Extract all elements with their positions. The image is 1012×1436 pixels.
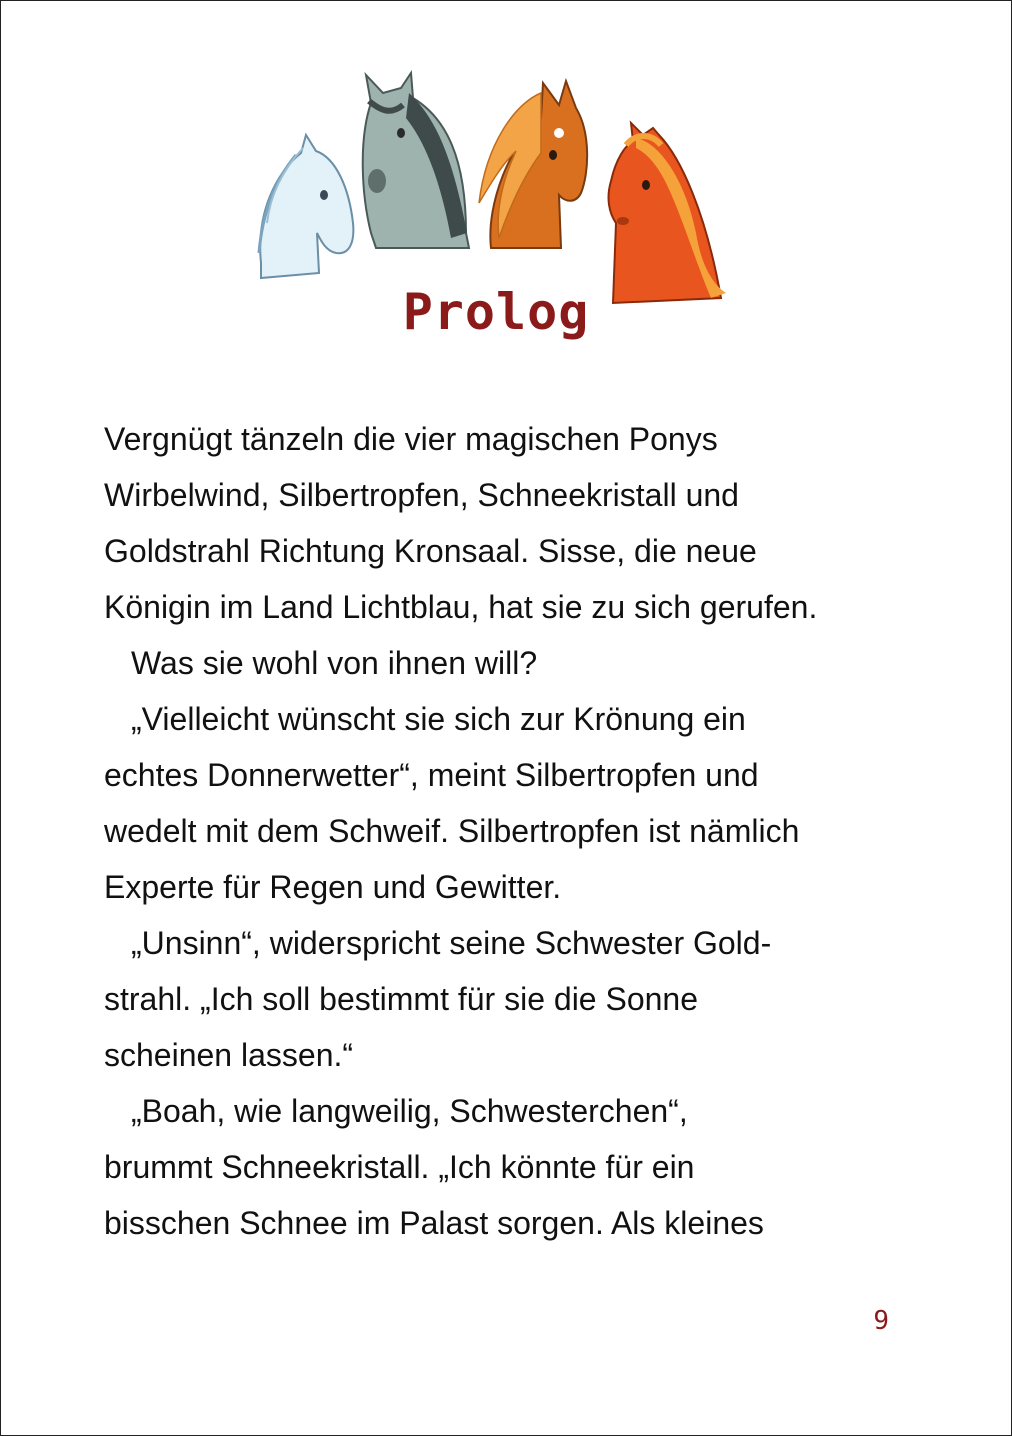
chapter-title: Prolog: [402, 283, 590, 341]
text-line: „Unsinn“, widerspricht seine Schwester Gold-: [131, 925, 772, 961]
red-pony-head: [609, 123, 726, 303]
text-line: strahl. „Ich soll bestimmt für sie die Sonne: [104, 981, 699, 1017]
text-line: scheinen lassen.“: [104, 1037, 354, 1073]
white-pony-head: [259, 135, 353, 278]
text-line: brummt Schneekristall. „Ich könnte für ein: [104, 1149, 695, 1185]
page-number: 9: [873, 1306, 889, 1336]
body-text: [104, 411, 904, 1251]
text-line: Wirbelwind, Silbertropfen, Schneekristall und: [104, 477, 739, 513]
text-line: „Vielleicht wünscht sie sich zur Krönung ein: [131, 701, 746, 737]
text-line: „Boah, wie langweilig, Schwesterchen“,: [131, 1093, 688, 1129]
text-line: Experte für Regen und Gewitter.: [104, 869, 562, 905]
text-line: Was sie wohl von ihnen will?: [131, 645, 538, 681]
pony-illustration: [241, 63, 741, 313]
text-line: echtes Donnerwetter“, meint Silbertropfen und: [104, 757, 759, 793]
text-line: Goldstrahl Richtung Kronsaal. Sisse, die neue: [104, 533, 757, 569]
text-line: bisschen Schnee im Palast sorgen. Als kleines: [104, 1205, 764, 1241]
brown-pony-head: [479, 81, 587, 248]
four-pony-heads-icon: [241, 63, 741, 313]
grey-pony-head: [363, 73, 469, 248]
text-line: Vergnügt tänzeln die vier magischen Ponys: [104, 421, 718, 457]
text-line: wedelt mit dem Schweif. Silbertropfen ist nämlich: [104, 813, 800, 849]
text-line: Königin im Land Lichtblau, hat sie zu sich gerufen.: [104, 589, 818, 625]
